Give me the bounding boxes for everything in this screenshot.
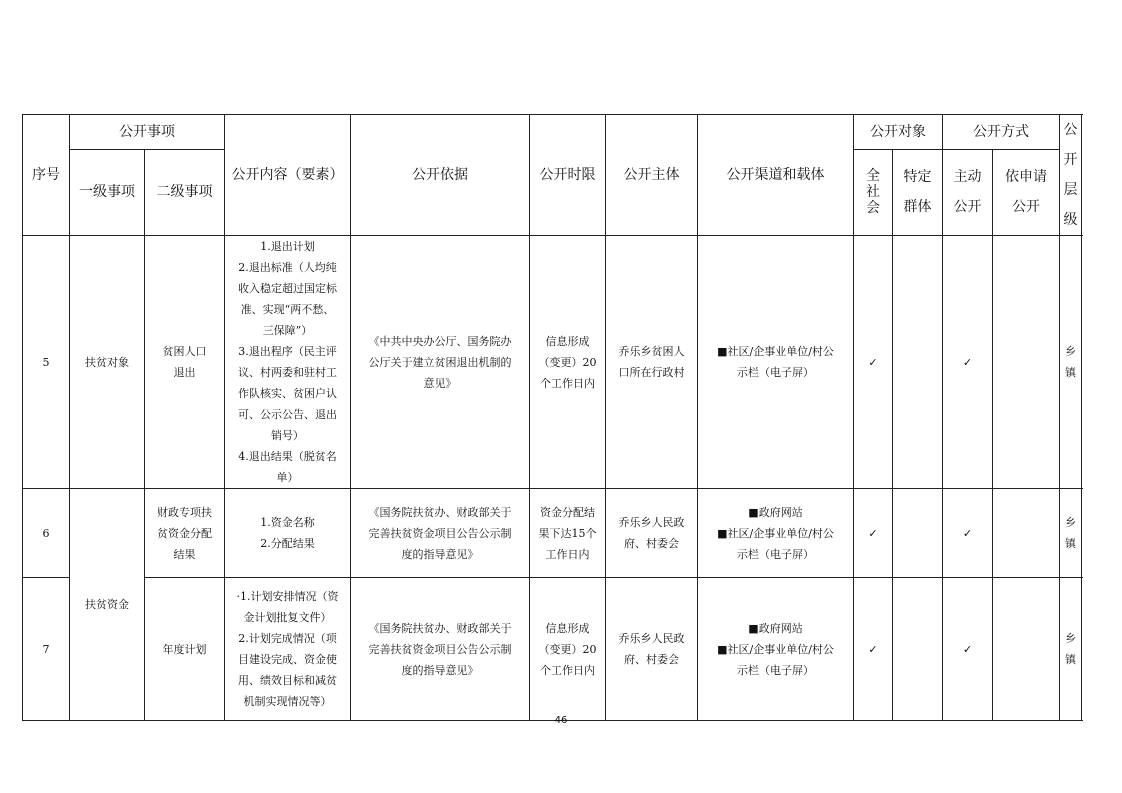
row-content <box>225 578 351 721</box>
row-basis <box>351 236 530 489</box>
cell-text-line: 信息形成 <box>545 334 590 348</box>
cell-text-line: 结果 <box>173 547 196 561</box>
row-seq: 6 <box>23 489 70 578</box>
cell-text-line: 资金分配结 <box>540 505 595 519</box>
page-number: 46 <box>554 715 568 726</box>
cell-text-line: ·1.计划安排情况（资 <box>236 590 339 603</box>
header-subject: 公开主体 <box>606 115 698 236</box>
row-level2 <box>145 236 225 489</box>
cell-text-line: 金计划批复文件） <box>243 611 332 624</box>
row-seq: 7 <box>23 578 70 721</box>
row-level2 <box>145 578 225 721</box>
header-method-group: 公开方式 <box>943 115 1060 150</box>
row-level: 乡镇 <box>1060 489 1082 578</box>
cell-text-line: 度的指导意见》 <box>401 663 479 677</box>
header-level1: 一级事项 <box>70 149 145 235</box>
table-row <box>23 489 1082 578</box>
cell-text-line: 用、绩效目标和减贫 <box>238 674 337 687</box>
cell-text-line: 3.退出程序（民主评 <box>238 345 337 358</box>
header-audience-group: 公开对象 <box>854 115 943 150</box>
row-method-request <box>993 578 1060 721</box>
row-level1: 扶贫资金 <box>70 489 145 721</box>
table-row <box>23 236 1082 489</box>
row-audience-specific <box>893 578 943 721</box>
header-method-request <box>993 149 1060 235</box>
cell-text-line: 工作日内 <box>545 547 590 561</box>
cell-text-line: 贫困人口 <box>162 345 207 358</box>
cell-text-line: ■社区/企事业单位/村公 <box>717 642 834 656</box>
cell-text-line: ■社区/企事业单位/村公 <box>717 526 834 540</box>
header-method-request-line2: 公开 <box>1012 199 1040 216</box>
row-method-request <box>993 489 1060 578</box>
row-basis <box>351 578 530 721</box>
cell-text-line: 收入稳定超过国定标 <box>238 282 337 295</box>
cell-text-line: 个工作日内 <box>540 376 595 390</box>
cell-text-line: 示栏（电子屏） <box>737 547 814 561</box>
row-time-limit <box>530 489 606 578</box>
cell-text-line: 机制实现情况等） <box>243 695 332 708</box>
table-row <box>23 578 1082 721</box>
cell-text-line: 乔乐乡贫困人 <box>618 345 685 358</box>
header-channel: 公开渠道和载体 <box>698 115 854 236</box>
row-time-limit <box>530 236 606 489</box>
row-subject <box>606 236 698 489</box>
header-items-group: 公开事项 <box>70 115 225 150</box>
row-level: 乡镇 <box>1060 578 1082 721</box>
cell-text-line: 退出 <box>173 366 196 379</box>
row-channel <box>698 236 854 489</box>
cell-text-line: 单） <box>276 471 299 484</box>
header-seq: 序号 <box>23 115 70 236</box>
row-channel <box>698 578 854 721</box>
cell-text-line: 乔乐乡人民政 <box>618 516 685 529</box>
cell-text-line: 果下达15个 <box>538 526 597 540</box>
row-basis <box>351 489 530 578</box>
cell-text-line: 2.分配结果 <box>260 537 315 550</box>
header-level2: 二级事项 <box>145 149 225 235</box>
cell-text-line: 意见》 <box>423 376 457 390</box>
cell-text-line: 《国务院扶贫办、财政部关于 <box>368 621 512 635</box>
row-audience-all-check: ✓ <box>854 489 893 578</box>
cell-text-line: 1.退出计划 <box>260 240 315 253</box>
cell-text-line: 2.退出标准（人均纯 <box>238 261 337 274</box>
cell-text-line: 乔乐乡人民政 <box>618 632 685 645</box>
header-audience-all <box>854 149 893 235</box>
cell-text-line: 《中共中央办公厅、国务院办 <box>368 334 512 348</box>
cell-text-line: 销号） <box>271 429 304 442</box>
cell-text-line: 度的指导意见》 <box>401 547 479 561</box>
row-level2 <box>145 489 225 578</box>
cell-text-line: （变更）20 <box>538 355 597 369</box>
row-method-request <box>993 236 1060 489</box>
row-audience-specific <box>893 236 943 489</box>
row-seq: 5 <box>23 236 70 489</box>
row-method-active-check: ✓ <box>943 236 993 489</box>
cell-text-line: 《国务院扶贫办、财政部关于 <box>368 505 512 519</box>
cell-text-line: 完善扶贫资金项目公告公示制 <box>368 642 512 656</box>
cell-text-line: 2.计划完成情况（项 <box>238 632 337 645</box>
header-level-line1: 公开 <box>1063 122 1078 168</box>
header-method-request-line1: 依申请 <box>1005 169 1047 186</box>
row-content <box>225 489 351 578</box>
row-content <box>225 236 351 489</box>
header-method-active-line2: 公开 <box>953 199 982 216</box>
cell-text-line: 三保障”） <box>262 324 313 337</box>
row-level: 乡镇 <box>1060 236 1082 489</box>
cell-text-line: 府、村委会 <box>624 537 679 550</box>
row-channel <box>698 489 854 578</box>
cell-text-line: 公厅关于建立贫困退出机制的 <box>368 355 512 369</box>
row-audience-all-check: ✓ <box>854 578 893 721</box>
header-level-line2: 层级 <box>1063 182 1078 228</box>
header-method-active-line1: 主动 <box>953 169 982 186</box>
cell-text-line: 贫资金分配 <box>157 526 212 540</box>
cell-text-line: ■政府网站 <box>748 621 803 635</box>
row-audience-all-check: ✓ <box>854 236 893 489</box>
cell-text-line: ■政府网站 <box>748 505 803 519</box>
cell-text-line: 个工作日内 <box>540 663 595 677</box>
header-audience-specific <box>893 149 943 235</box>
row-level1: 扶贫对象 <box>70 236 145 489</box>
header-basis: 公开依据 <box>351 115 530 236</box>
cell-text-line: 目建设完成、资金使 <box>238 653 337 666</box>
cell-text-line: ■社区/企事业单位/村公 <box>717 345 834 358</box>
cell-text-line: 议、村两委和驻村工 <box>238 366 337 379</box>
cell-text-line: 财政专项扶 <box>157 505 212 519</box>
cell-text-line: 示栏（电子屏） <box>737 366 814 379</box>
cell-text-line: 信息形成 <box>545 621 590 635</box>
disclosure-table <box>22 114 1082 721</box>
header-time-limit: 公开时限 <box>530 115 606 236</box>
cell-text-line: 4.退出结果（脱贫名 <box>238 450 337 463</box>
header-audience-specific-line1: 特定 <box>903 169 932 186</box>
row-subject <box>606 489 698 578</box>
header-audience-all-text: 全社会 <box>866 167 880 216</box>
row-audience-specific <box>893 489 943 578</box>
header-level <box>1060 115 1082 236</box>
cell-text-line: 示栏（电子屏） <box>737 663 814 677</box>
row-time-limit <box>530 578 606 721</box>
cell-text-line: 1.资金名称 <box>260 516 315 529</box>
row-method-active-check: ✓ <box>943 489 993 578</box>
cell-text-line: 准、实现“两不愁、 <box>240 303 335 316</box>
cell-text-line: 可、公示公告、退出 <box>238 408 337 421</box>
cell-text-line: 年度计划 <box>162 642 207 656</box>
header-audience-specific-line2: 群体 <box>903 199 932 216</box>
cell-text-line: 府、村委会 <box>624 653 679 666</box>
header-method-active <box>943 149 993 235</box>
cell-text-line: 作队核实、贫困户认 <box>238 387 337 400</box>
row-method-active-check: ✓ <box>943 578 993 721</box>
header-content: 公开内容（要素） <box>225 115 351 236</box>
cell-text-line: 完善扶贫资金项目公告公示制 <box>368 526 512 540</box>
cell-text-line: （变更）20 <box>538 642 597 656</box>
cell-text-line: 口所在行政村 <box>618 366 685 379</box>
row-subject <box>606 578 698 721</box>
